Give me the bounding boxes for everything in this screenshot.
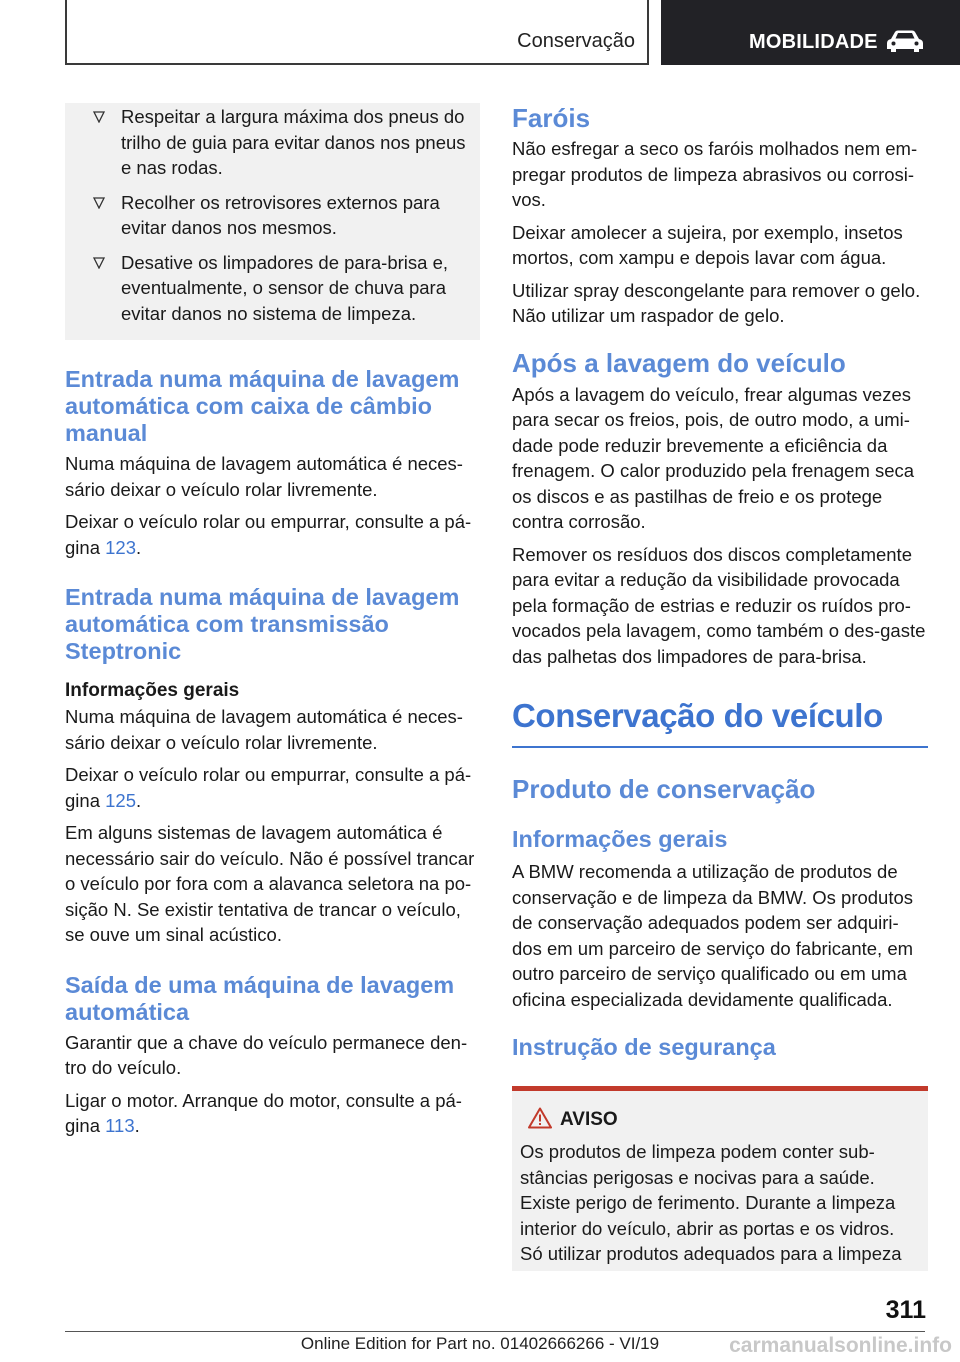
steptronic-info-subheading: Informações gerais xyxy=(65,680,240,701)
triangle-bullet-icon xyxy=(93,111,105,123)
title-divider xyxy=(512,746,928,748)
farois-p3: Utilizar spray descongelante para remover o gelo. Não utilizar um raspador de gelo. xyxy=(512,279,921,326)
tip-item: Desative os limpadores de para-brisa e, eventualmente, o sensor de chuva para evitar danos no sistema de limpeza. xyxy=(79,249,466,327)
manual-wash-heading: Entrada numa máquina de lavagem automática com caixa de câmbio manual xyxy=(65,366,460,446)
care-info-heading: Informações gerais xyxy=(512,826,728,852)
header-section-tab xyxy=(65,0,649,65)
warning-triangle-icon xyxy=(528,1107,552,1129)
left-column xyxy=(65,103,480,1139)
farois-p2: Deixar amolecer a sujeira, por exemplo, insetos mortos, com xampu e depois lavar com água. xyxy=(512,221,903,268)
page-link-113[interactable]: 113 xyxy=(105,1115,135,1136)
right-column xyxy=(512,103,928,1271)
steptronic-p3: Em alguns sistemas de lavagem automática é necessário sair do veículo. Não é possível trancar o veículo por fora com a alavanca seletora na po‐sição N. Se existir tentativa de trancar o veículo, se ouve um sinal acústico. xyxy=(65,822,475,945)
care-product-heading: Produto de conservação xyxy=(512,774,816,804)
car-icon xyxy=(885,29,925,53)
page-number: 311 xyxy=(885,1296,926,1324)
after-wash-p2: Remover os resíduos dos discos completamente para evitar a redução da visibilidade provocada pela formação de estrias e reduzir os ruídos pro‐vocados pela lavagem, como também o des‐gaste das palhetas dos limpadores de para-brisa. xyxy=(512,543,926,667)
page-link-123[interactable]: 123 xyxy=(105,536,136,558)
farois-heading: Faróis xyxy=(512,103,591,133)
tips-box xyxy=(65,103,480,340)
care-info-p: A BMW recomenda a utilização de produtos de conservação e de limpeza da BMW. Os produtos de conservação adequados podem ser adquiri‐dos em um parceiro de serviço do fabricante, em outro parceiro de serviço qualificado ou em uma oficina especializada devidamente qualificada. xyxy=(512,861,914,1010)
exit-wash-p1: Garantir que a chave do veículo permanece den‐tro do veículo. xyxy=(65,1031,468,1078)
exit-wash-heading: Saída de uma máquina de lavagem automática xyxy=(65,971,455,1025)
watermark-logo: carmanualsonline.info xyxy=(729,1334,952,1357)
tip-item: Respeitar a largura máxima dos pneus do trilho de guia para evitar danos nos pneus e nas rodas. xyxy=(79,103,466,181)
steptronic-wash-heading: Entrada numa máquina de lavagem automática com transmissão Steptronic xyxy=(65,584,460,664)
page-link-125[interactable]: 125 xyxy=(105,789,136,811)
safety-heading: Instrução de segurança xyxy=(512,1034,776,1060)
header-chapter-tab xyxy=(661,0,960,65)
tip-item: Recolher os retrovisores externos para evitar danos nos mesmos. xyxy=(79,189,466,241)
triangle-bullet-icon xyxy=(93,197,105,209)
exit-wash-p2: Ligar o motor. Arranque do motor, consulte a pá‐gina 113. xyxy=(65,1089,462,1136)
triangle-bullet-icon xyxy=(93,257,105,269)
warning-text: Os produtos de limpeza podem conter sub‐stâncias perigosas e nocivas para a saúde. Existe perigo de ferimento. Durante a limpeza interior do veículo, abrir as portas e os vidros. Só utilizar produtos adequados para a limpeza xyxy=(520,1141,902,1264)
after-wash-heading: Após a lavagem do veículo xyxy=(512,347,846,378)
header-chapter-title: MOBILIDADE xyxy=(749,31,878,53)
warning-box xyxy=(512,1091,928,1271)
farois-p1: Não esfregar a seco os faróis molhados nem em‐pregar produtos de limpeza abrasivos ou corrosi‐vos. xyxy=(512,138,918,210)
manual-wash-p1: Numa máquina de lavagem automática é neces‐sário deixar o veículo rolar livremente. xyxy=(65,453,463,500)
care-title: Conservação do veículo xyxy=(512,697,883,734)
steptronic-p2: Deixar o veículo rolar ou empurrar, consulte a pá‐gina 125. xyxy=(65,764,472,811)
footer-edition: Online Edition for Part no. 01402666266 - VI/19 xyxy=(300,1334,660,1353)
steptronic-p1: Numa máquina de lavagem automática é neces‐sário deixar o veículo rolar livremente. xyxy=(65,706,463,753)
footer-divider xyxy=(65,1331,925,1332)
header-section-title: Conservação xyxy=(517,30,635,52)
manual-wash-p2: Deixar o veículo rolar ou empurrar, consulte a pá‐gina 123. xyxy=(65,511,472,558)
after-wash-p1: Após a lavagem do veículo, frear algumas vezes para secar os freios, pois, de outro modo, a umi‐dade pode reduzir brevemente a eficiência da frenagem. O calor produzido pela frenagem seca os discos e as pastilhas de freio e os protege contra corrosão. xyxy=(512,383,915,532)
warning-title: AVISO xyxy=(520,1107,920,1133)
